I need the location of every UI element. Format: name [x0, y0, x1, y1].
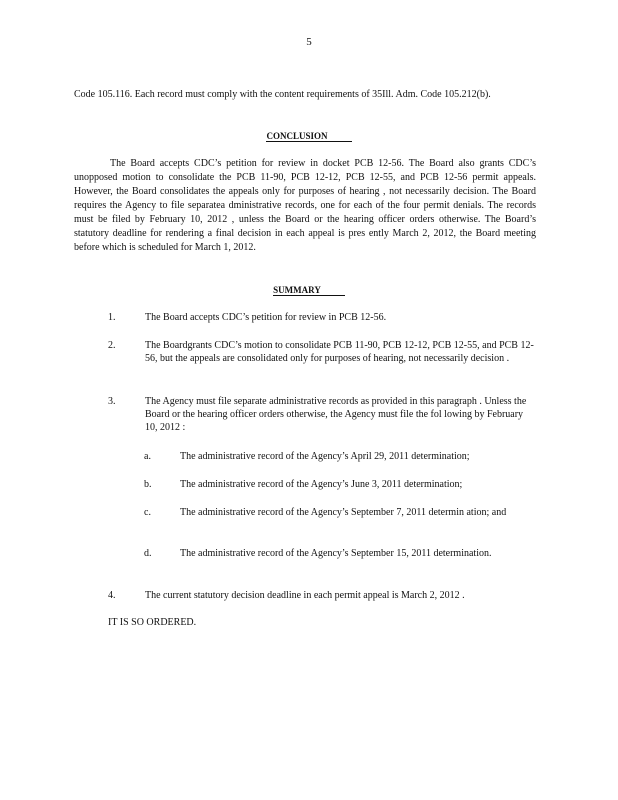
subitem-text: The administrative record of the Agency’s June 3, 2011 determination; [180, 479, 463, 490]
summary-item-1 [108, 311, 538, 324]
item-number: 3. [108, 396, 116, 407]
subitem-text: The administrative record of the Agency’s September 15, 2011 determination. [180, 548, 492, 559]
summary-item-4 [108, 589, 538, 602]
summary-item-2 [108, 339, 538, 365]
page-number: 5 [306, 36, 312, 48]
subitem-letter: b. [144, 479, 152, 490]
conclusion-heading [0, 131, 618, 141]
item-text: The Boardgrants CDC’s motion to consolidate PCB 11-90, PCB 12-12, PCB 12-55, and PCB 12-56, but the appeals are consolidated only for purposes of hearing, not necessarily decision . [145, 340, 534, 364]
intro-paragraph: Code 105.116. Each record must comply with the content requirements of 35Ill. Adm. Code 105.212(b). [74, 89, 491, 100]
subitem-letter: c. [144, 507, 151, 518]
summary-subitem-d [144, 547, 538, 560]
summary-heading-text: SUMMARY [273, 285, 345, 296]
item-text: The current statutory decision deadline in each permit appeal is March 2, 2012 . [145, 590, 465, 601]
subitem-text: The administrative record of the Agency’s September 7, 2011 determin ation; and [180, 507, 507, 518]
subitem-letter: d. [144, 548, 152, 559]
closing-statement: IT IS SO ORDERED. [108, 617, 197, 628]
item-text: The Board accepts CDC’s petition for review in PCB 12-56. [145, 312, 387, 323]
summary-heading [0, 285, 618, 295]
summary-subitem-c [144, 506, 538, 519]
item-number: 2. [108, 340, 116, 351]
subitem-text: The administrative record of the Agency’s April 29, 2011 determination; [180, 451, 470, 462]
summary-subitem-a [144, 450, 538, 463]
item-number: 1. [108, 312, 116, 323]
summary-item-3 [108, 395, 538, 434]
subitem-letter: a. [144, 451, 151, 462]
conclusion-text: The Board accepts CDC’s petition for review in docket PCB 12-56. The Board also grants CDC’s unopposed motion to consolidate the PCB 11-90, PCB 12-12, PCB 12-55, and PCB 12-56 permit appeals. However, the Board consolidates the appeals only for purposes of hearing , not necessarily decision. The Board requires the Agency to file separatea dministrative records, one for each of the four permit denials. The records must be filed by February 10, 2012 , unless the Board or the hearing officer orders otherwise. The Board’s statutory deadline for rendering a final decision in each appeal is pres ently March 2, 2012, the Board meeting before which is scheduled for March 1, 2012. [74, 158, 536, 253]
item-text: The Agency must file separate administrative records as provided in this paragraph . Unless the Board or the hearing officer orders otherwise, the Agency must file the fol lowing by February 10, 2012 : [145, 396, 527, 433]
conclusion-heading-text: CONCLUSION [266, 131, 351, 142]
conclusion-paragraph [74, 157, 536, 255]
summary-subitem-b [144, 478, 538, 491]
item-number: 4. [108, 590, 116, 601]
